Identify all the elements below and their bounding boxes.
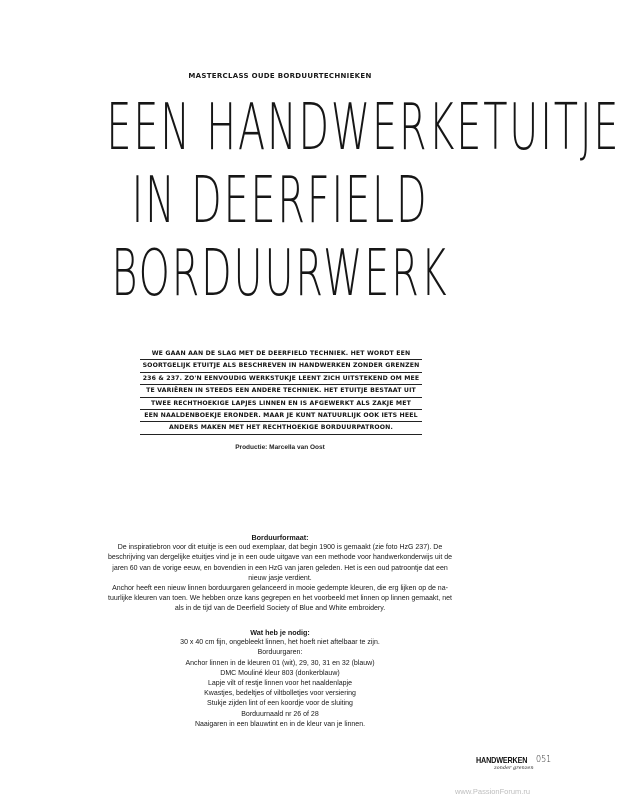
intro-line: SOORTGELIJK ETUITJE ALS BESCHREVEN IN HANDWERKEN ZONDER GRENZEN: [140, 360, 422, 372]
materials-line: Anchor linnen in de kleuren 01 (wit), 29, 30, 31 en 32 (blauw): [185, 659, 375, 667]
materials-line: Borduurnaald nr 26 of 28: [241, 710, 319, 718]
brand-tagline: zonder grenzen: [494, 765, 534, 771]
brand-logo-text: HANDWERKEN: [476, 755, 528, 765]
materials-line: 30 x 40 cm fijn, ongebleekt linnen, het hoeft niet aftelbaar te zijn.: [180, 639, 380, 647]
format-heading: Borduurformaat:: [251, 533, 309, 542]
format-section: [80, 533, 480, 615]
magazine-brand: [476, 755, 558, 783]
format-line: Anchor heeft een nieuw linnen borduurgaren gelanceerd in mooie gedempte kleuren, die erg lijken op de na-: [112, 585, 448, 593]
site-watermark: www.PassionForum.ru: [455, 787, 531, 796]
intro-line: WE GAAN AAN DE SLAG MET DE DEERFIELD TECHNIEK. HET WORDT EEN: [140, 348, 422, 360]
materials-line: Lapje vilt of restje linnen voor het naaldenlapje: [208, 680, 352, 688]
materials-section: [80, 628, 480, 730]
materials-line: Naaigaren in een blauwtint en in de kleur van je linnen.: [194, 720, 366, 728]
format-line: beschrijving van dergelijke etuitjes vind je in een oude uitgave van een methode voor handwerkonderwijs uit de: [108, 554, 452, 562]
title-line-2: IN DEERFIELD: [131, 164, 429, 238]
format-line: nieuw jasje verdient.: [248, 574, 312, 582]
title-line-3: BORDUURWERK: [111, 237, 449, 311]
production-credit: Productie: Marcella van Oost: [235, 444, 325, 451]
materials-line: DMC Mouliné kleur 803 (donkerblauw): [220, 669, 340, 677]
intro-line: TWEE RECHTHOEKIGE LAPJES LINNEN EN IS AFGEWERKT ALS ZAKJE MET: [140, 398, 422, 410]
intro-line: 236 & 237. ZO'N EENVOUDIG WERKSTUKJE LEENT ZICH UITSTEKEND OM MEE: [140, 373, 422, 385]
intro-line: TE VARIËREN IN STEEDS EEN ANDERE TECHNIEK. HET ETUITJE BESTAAT UIT: [140, 385, 422, 397]
intro-line: EEN NAALDENBOEKJE ERONDER. MAAR JE KUNT NATUURLIJK OOK IETS HEEL: [140, 410, 422, 422]
title-line-1: EEN HANDWERKETUITJE: [106, 91, 620, 165]
materials-line: Borduurgaren:: [257, 649, 303, 657]
format-line: jaren 60 van de vorige eeuw, en bovendien in een HzG van jaren geleden. Het is een oud patroontje dat een: [112, 564, 448, 572]
materials-line: Kwastjes, bedeltjes of viltbolletjes voor versiering: [204, 690, 356, 698]
intro-line: ANDERS MAKEN MET HET RECHTHOEKIGE BORDUURPATROON.: [140, 422, 422, 434]
article-title: [0, 91, 620, 311]
materials-line: Stukje zijden lint of een koordje voor de sluiting: [207, 700, 353, 708]
format-line: De inspiratiebron voor dit etuitje is een oud exemplaar, dat begin 1900 is gemaakt (zie foto HzG 237). De: [117, 544, 443, 552]
format-line: als in de tijd van de Deerfield Society of Blue and White embroidery.: [174, 605, 386, 613]
section-kicker: MASTERCLASS OUDE BORDUURTECHNIEKEN: [188, 72, 372, 80]
format-line: tuurlijke kleuren van toen. We hebben onze kans gegrepen en het voorbeeld met linnen op linnen gemaakt, net: [108, 595, 452, 603]
materials-heading: Wat heb je nodig:: [250, 628, 310, 637]
page-number: 051: [536, 754, 552, 765]
intro-paragraph: [140, 348, 422, 435]
